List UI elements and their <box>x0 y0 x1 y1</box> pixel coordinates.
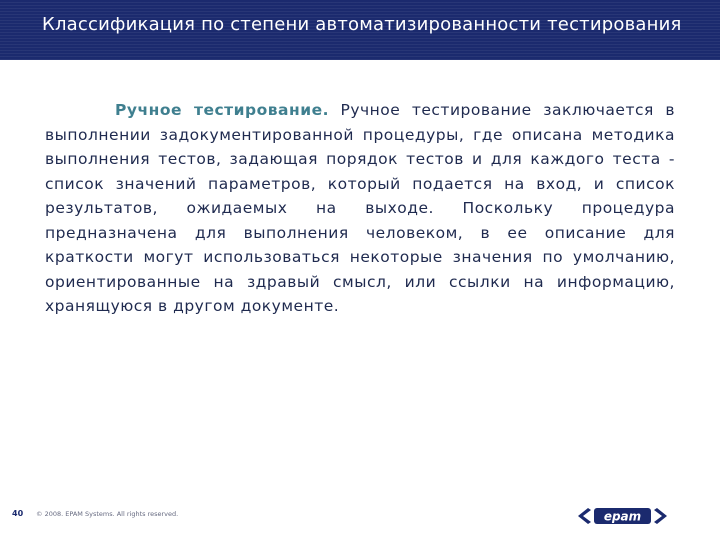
body-text: Ручное тестирование заключается в выполнении задокументированной процедуры, где описана методика выполнения тестов, задающая порядок тестов и для каждого теста - список значений параметров, который подается на вход, и список результатов, ожидаемых на выходе. Поскольку процедура предназначена для выполнения человеком, в ее описание для краткости могут использоваться некоторые значения по умолчанию, ориентированные на здравый смысл, или ссылки на информацию, хранящуюся в другом документе. <box>45 101 675 315</box>
logo-left-chevron <box>578 508 591 524</box>
epam-logo <box>575 505 670 527</box>
logo-right-chevron <box>654 508 667 524</box>
header-bar <box>0 0 720 60</box>
body-paragraph <box>45 98 675 319</box>
footer <box>0 505 720 529</box>
slide-title: Классификация по степени автоматизированности тестирования <box>42 14 682 35</box>
copyright: © 2008. EPAM Systems. All rights reserved. <box>36 510 179 518</box>
term-heading: Ручное тестирование. <box>115 101 329 119</box>
page-number: 40 <box>12 509 24 518</box>
logo-text: epam <box>603 509 642 524</box>
